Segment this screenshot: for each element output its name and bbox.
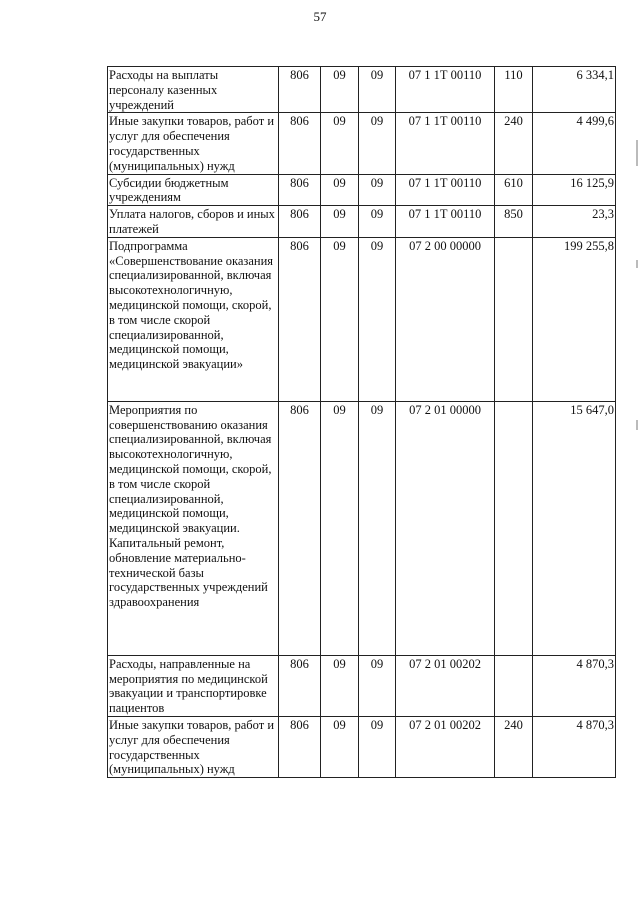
row-name: Иные закупки товаров, работ и услуг для обеспечения государственных (муниципальных) нужд xyxy=(108,716,279,777)
ministry-code: 806 xyxy=(279,716,321,777)
row-name: Мероприятия по совершенствованию оказания специализированной, включая высокотехнологичную, медицинской помощи, скорой, в том числе скорой специализированной, медицинской помощи, медицинской эвакуации. Капитальный ремонт, обновление материально-технической базы государственных учреждений здравоохранения xyxy=(108,401,279,655)
table-row xyxy=(108,67,616,113)
target-code: 07 1 1Т 00110 xyxy=(396,67,495,113)
scan-edge-mark xyxy=(636,260,638,268)
section-code: 09 xyxy=(321,206,359,238)
target-code: 07 2 01 00202 xyxy=(396,655,495,716)
expense-type-code xyxy=(495,655,533,716)
expense-type-code xyxy=(495,401,533,655)
target-code: 07 2 00 00000 xyxy=(396,237,495,401)
table-row xyxy=(108,401,616,655)
target-code: 07 1 1Т 00110 xyxy=(396,174,495,206)
subsection-code: 09 xyxy=(359,67,396,113)
row-name: Расходы, направленные на мероприятия по медицинской эвакуации и транспортировке пациентов xyxy=(108,655,279,716)
table-row xyxy=(108,206,616,238)
table-row xyxy=(108,237,616,401)
table-row xyxy=(108,655,616,716)
row-name: Субсидии бюджетным учреждениям xyxy=(108,174,279,206)
expense-type-code: 240 xyxy=(495,716,533,777)
subsection-code: 09 xyxy=(359,716,396,777)
row-name: Иные закупки товаров, работ и услуг для обеспечения государственных (муниципальных) нужд xyxy=(108,113,279,174)
section-code: 09 xyxy=(321,237,359,401)
ministry-code: 806 xyxy=(279,655,321,716)
page-number: 57 xyxy=(313,9,327,24)
scan-edge-mark xyxy=(636,420,638,430)
ministry-code: 806 xyxy=(279,67,321,113)
expense-type-code: 610 xyxy=(495,174,533,206)
subsection-code: 09 xyxy=(359,174,396,206)
target-code: 07 1 1Т 00110 xyxy=(396,113,495,174)
table-row xyxy=(108,174,616,206)
section-code: 09 xyxy=(321,401,359,655)
expense-type-code: 240 xyxy=(495,113,533,174)
subsection-code: 09 xyxy=(359,655,396,716)
ministry-code: 806 xyxy=(279,206,321,238)
amount: 4 499,6 xyxy=(533,113,616,174)
amount: 23,3 xyxy=(533,206,616,238)
target-code: 07 1 1Т 00110 xyxy=(396,206,495,238)
subsection-code: 09 xyxy=(359,401,396,655)
amount: 15 647,0 xyxy=(533,401,616,655)
subsection-code: 09 xyxy=(359,206,396,238)
ministry-code: 806 xyxy=(279,401,321,655)
row-name: Уплата налогов, сборов и иных платежей xyxy=(108,206,279,238)
expense-type-code: 850 xyxy=(495,206,533,238)
amount: 16 125,9 xyxy=(533,174,616,206)
scan-edge-mark xyxy=(636,140,638,166)
subsection-code: 09 xyxy=(359,113,396,174)
subsection-code: 09 xyxy=(359,237,396,401)
section-code: 09 xyxy=(321,655,359,716)
amount: 4 870,3 xyxy=(533,716,616,777)
row-name: Подпрограмма «Совершенствование оказания специализированной, включая высокотехнологичную, медицинской помощи, скорой, в том числе скорой специализированной, медицинской помощи, медицинской эвакуации» xyxy=(108,237,279,401)
amount: 6 334,1 xyxy=(533,67,616,113)
table-row xyxy=(108,113,616,174)
budget-table xyxy=(107,66,616,778)
ministry-code: 806 xyxy=(279,174,321,206)
expense-type-code: 110 xyxy=(495,67,533,113)
amount: 199 255,8 xyxy=(533,237,616,401)
row-name: Расходы на выплаты персоналу казенных учреждений xyxy=(108,67,279,113)
expense-type-code xyxy=(495,237,533,401)
section-code: 09 xyxy=(321,716,359,777)
amount: 4 870,3 xyxy=(533,655,616,716)
ministry-code: 806 xyxy=(279,113,321,174)
target-code: 07 2 01 00000 xyxy=(396,401,495,655)
target-code: 07 2 01 00202 xyxy=(396,716,495,777)
ministry-code: 806 xyxy=(279,237,321,401)
section-code: 09 xyxy=(321,67,359,113)
section-code: 09 xyxy=(321,113,359,174)
section-code: 09 xyxy=(321,174,359,206)
table-row xyxy=(108,716,616,777)
